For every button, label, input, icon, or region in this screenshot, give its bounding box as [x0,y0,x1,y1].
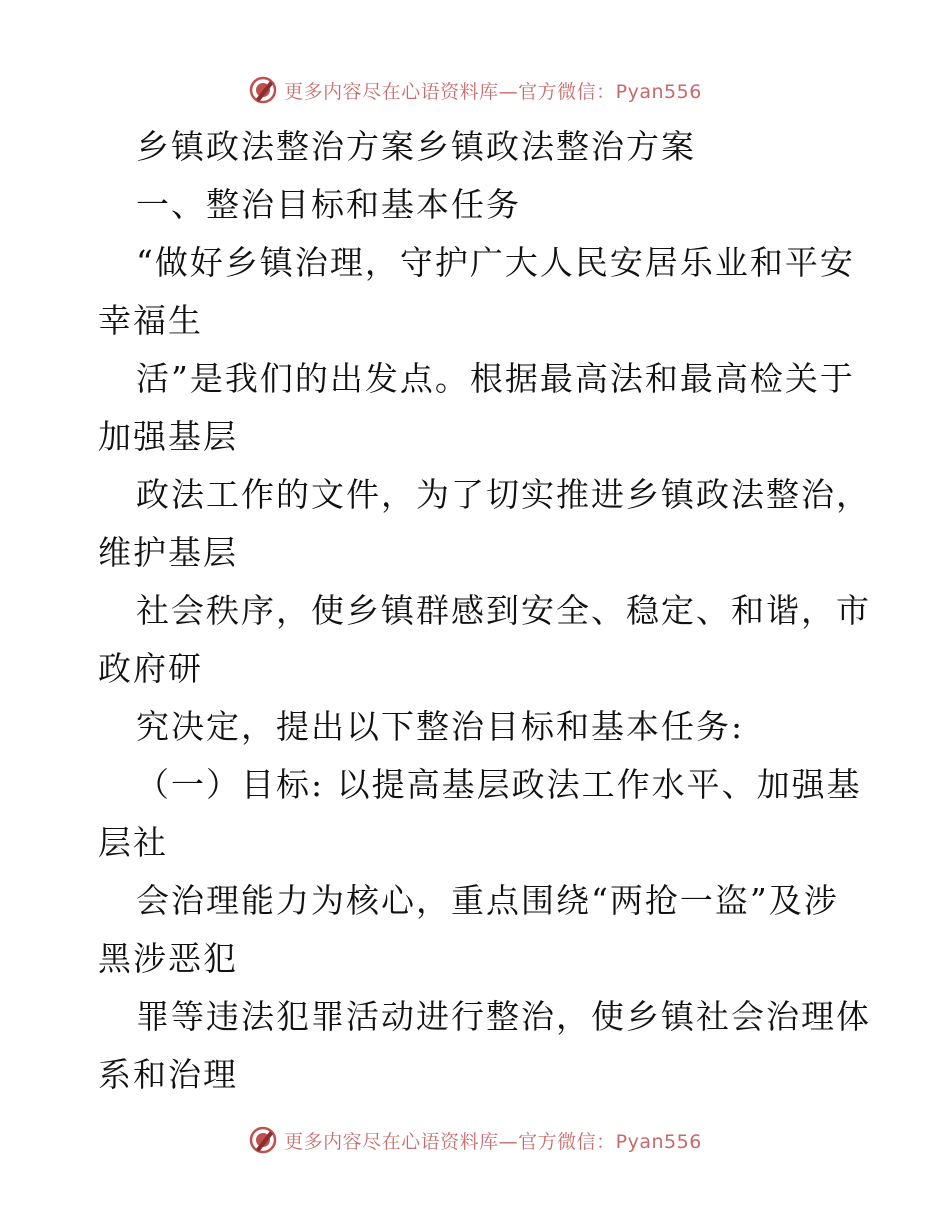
text-line: 层社 [98,823,168,862]
text-line: 维护基层 [98,533,238,572]
text-line: 罪等违法犯罪活动进行整治，使乡镇社会治理体 [136,997,871,1036]
text-line: 系和治理 [98,1055,238,1094]
text-line: 政法工作的文件，为了切实推进乡镇政法整治， [136,475,871,514]
text-line: 黑涉恶犯 [98,939,238,978]
text-line: 乡镇政法整治方案乡镇政法整治方案 [136,127,696,166]
pen-seal-icon [248,75,278,105]
text-line: （一）目标: 以提高基层政法工作水平、加强基 [136,765,862,804]
pen-seal-icon [248,1125,278,1155]
document-body [98,118,871,1104]
watermark-header [0,70,950,110]
text-line: “做好乡镇治理，守护广大人民安居乐业和平安 [136,243,855,282]
watermark-footer [0,1120,950,1160]
text-line: 幸福生 [98,301,203,340]
text-line: 社会秩序，使乡镇群感到安全、稳定、和谐，市 [136,591,871,630]
text-line: 政府研 [98,649,203,688]
watermark-text: 更多内容尽在心语资料库—官方微信：Pyan556 [284,1130,702,1153]
text-line: 加强基层 [98,417,238,456]
text-line: 会治理能力为核心，重点围绕“两抢一盗”及涉 [136,881,839,920]
watermark-text: 更多内容尽在心语资料库—官方微信：Pyan556 [284,80,702,103]
text-line: 一、整治目标和基本任务 [136,185,521,224]
text-line: 究决定，提出以下整治目标和基本任务: [136,707,745,746]
text-line: 活”是我们的出发点。根据最高法和最高检关于 [136,359,855,398]
